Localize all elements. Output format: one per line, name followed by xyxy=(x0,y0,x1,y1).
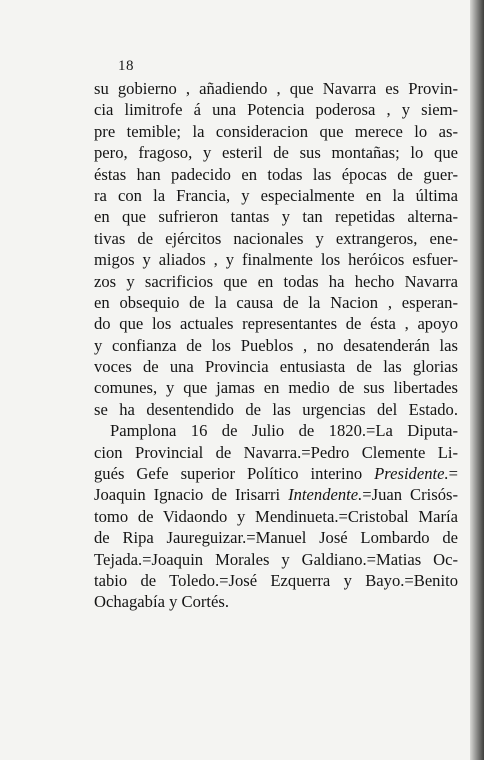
text-line: pero, fragoso, y esteril de sus montañas; lo que xyxy=(94,143,458,163)
text-line: ra con la Francia, y especialmente en la última xyxy=(94,185,458,205)
signature-line: Tejada.=Joaquin Morales y Galdiano.=Matias Oc- xyxy=(94,549,458,569)
signature-line: tabio de Toledo.=José Ezquerra y Bayo.=Benito xyxy=(94,570,458,590)
text-line: su gobierno , añadiendo , que Navarra es Provin- xyxy=(94,79,458,98)
signature-line: Pamplona 16 de Julio de 1820.=La Diputa- xyxy=(110,421,458,441)
signature-text: =Juan Crisós- xyxy=(362,485,458,505)
body-text xyxy=(94,78,458,613)
text-line: comunes, y que jamas en medio de sus libertades xyxy=(94,378,458,398)
signature-text: Joaquin Ignacio de Irisarri xyxy=(94,485,289,505)
title-italic: Presidente. xyxy=(374,464,449,484)
text-line: voces de una Provincia entusiasta de las glorias xyxy=(94,357,458,377)
text-line: y confianza de los Pueblos , no desatenderán las xyxy=(94,335,458,355)
signature-line xyxy=(94,484,458,505)
text-line: en obsequio de la causa de la Nacion , esperan- xyxy=(94,292,458,312)
text-line: migos y aliados , y finalmente los heróicos esfuer- xyxy=(94,250,458,270)
text-line: cia limitrofe á una Potencia poderosa , y siem- xyxy=(94,100,458,120)
separator: = xyxy=(448,464,458,484)
text-line: pre temible; la consideracion que merece lo as- xyxy=(94,121,458,141)
signature-line: Ochagabía y Cortés. xyxy=(94,592,230,612)
text-line: se ha desentendido de las urgencias del Estado. xyxy=(94,399,458,419)
signature-line xyxy=(94,463,458,484)
page-number: 18 xyxy=(118,58,134,74)
signature-text: gués Gefe superior Político interino xyxy=(94,464,375,484)
text-line: en que sufrieron tantas y tan repetidas alterna- xyxy=(94,207,458,227)
title-italic: Intendente. xyxy=(288,485,363,505)
text-line: do que los actuales representantes de ésta , apoyo xyxy=(94,314,458,334)
signature-line: cion Provincial de Navarra.=Pedro Clemente Li- xyxy=(94,442,458,462)
text-line: zos y sacrificios que en todas ha hecho Navarra xyxy=(94,271,458,291)
signature-line: de Ripa Jaureguizar.=Manuel José Lombardo de xyxy=(94,528,458,548)
text-line: tivas de ejércitos nacionales y extrangeros, ene- xyxy=(94,228,458,248)
page-gutter-shadow xyxy=(470,0,484,760)
text-line: éstas han padecido en todas las épocas de guer- xyxy=(94,164,458,184)
signature-line: tomo de Vidaondo y Mendinueta.=Cristobal María xyxy=(94,506,458,526)
